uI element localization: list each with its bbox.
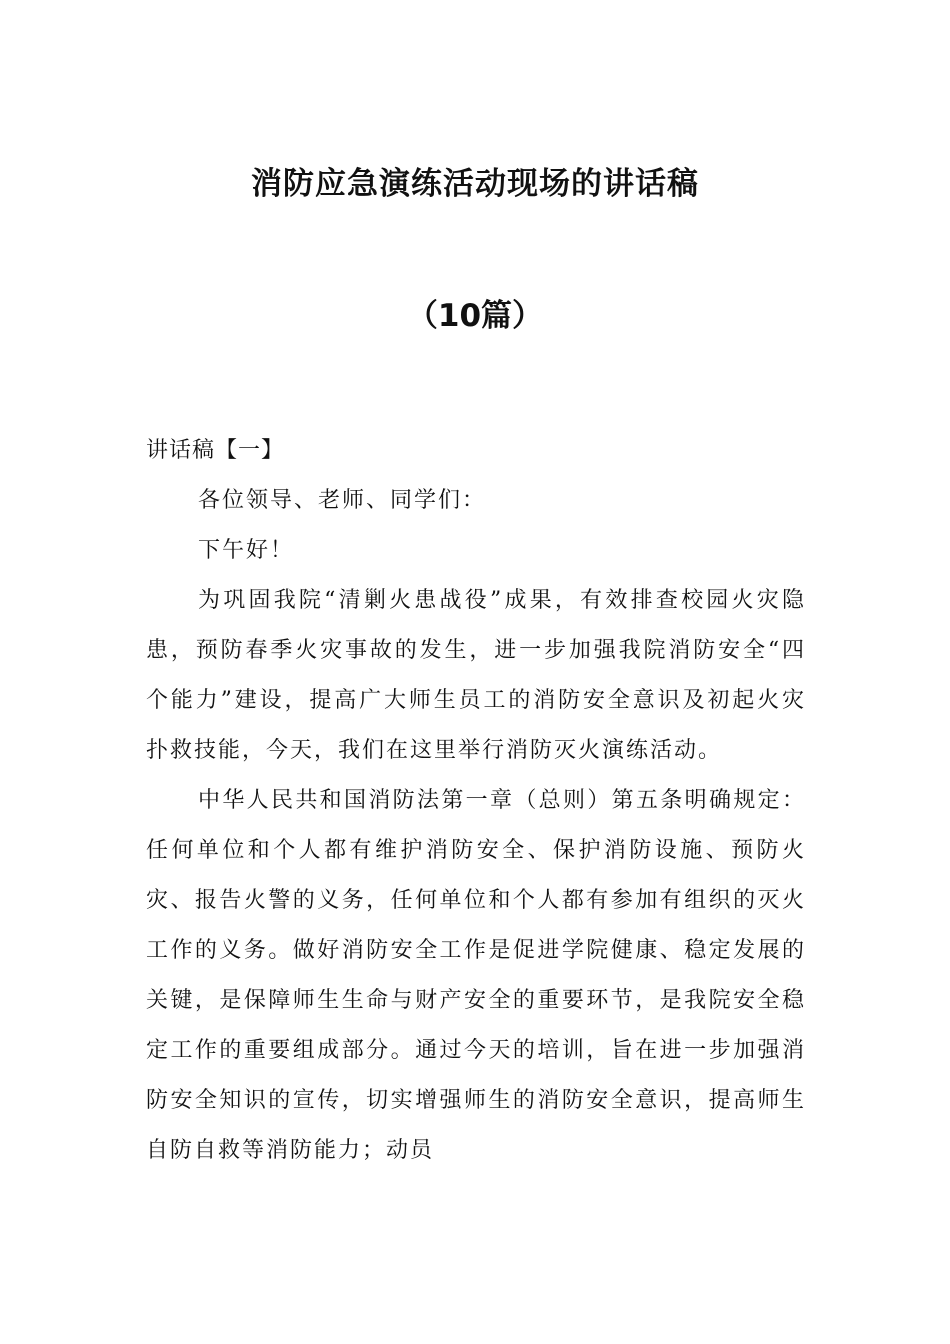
- paragraph-purpose: 为巩固我院“清剿火患战役”成果，有效排查校园火灾隐患，预防春季火灾事故的发生，进一步加强我院消防安全“四个能力”建设，提高广大师生员工的消防安全意识及初起火灾扑救技能，今天，我们在这里举行消防灭火演练活动。: [146, 588, 806, 763]
- section-heading: 讲话稿【一】: [146, 438, 285, 463]
- paragraph-greeting: 各位领导、老师、同学们：: [198, 488, 487, 513]
- document-subtitle: （10篇）: [406, 298, 544, 334]
- document-title: 消防应急演练活动现场的讲话稿: [251, 166, 699, 202]
- paragraph-salutation: 下午好！: [198, 538, 295, 563]
- paragraph-law: 中华人民共和国消防法第一章（总则）第五条明确规定：任何单位和个人都有维护消防安全、保护消防设施、预防火灾、报告火警的义务，任何单位和个人都有参加有组织的灭火工作的义务。做好消防安全工作是促进学院健康、稳定发展的关键，是保障师生生命与财产安全的重要环节，是我院安全稳定工作的重要组成部分。通过今天的培训，旨在进一步加强消防安全知识的宣传，切实增强师生的消防安全意识，提高师生自防自救等消防能力；动员: [146, 788, 806, 1163]
- document-body: [146, 426, 806, 1176]
